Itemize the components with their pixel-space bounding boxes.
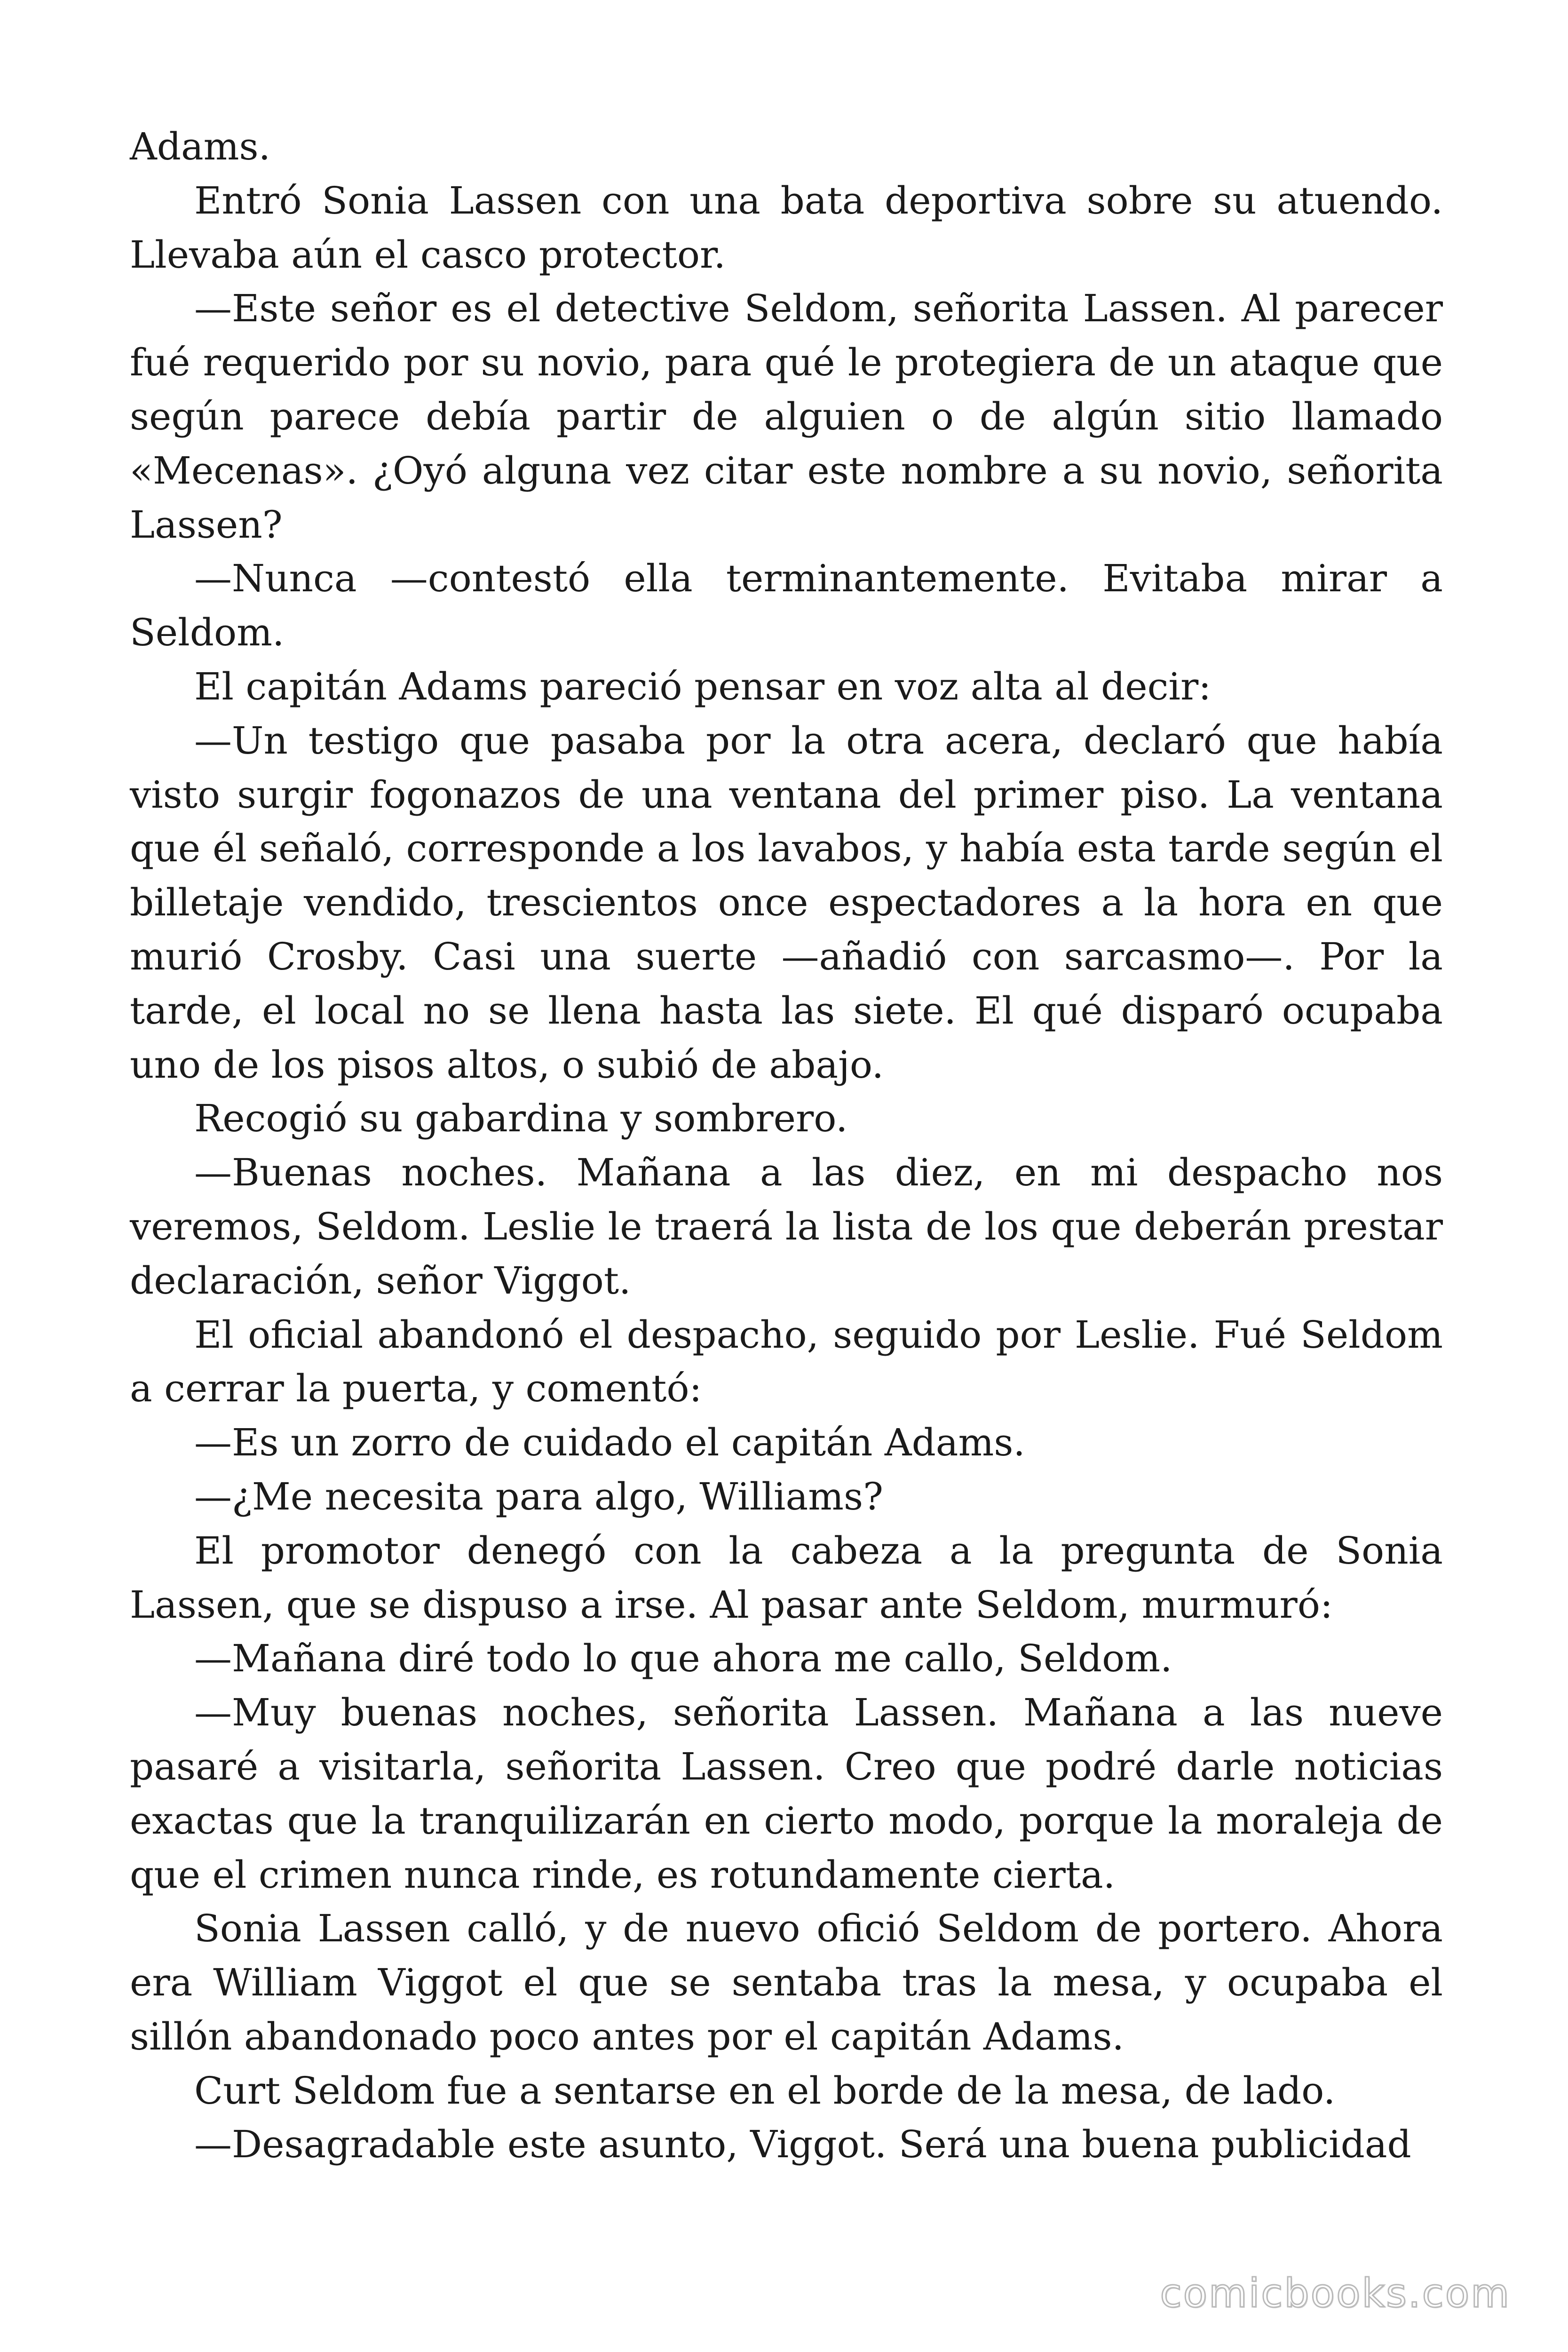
paragraph: —Mañana diré todo lo que ahora me callo, Seldom.: [194, 1637, 1172, 1681]
paragraph: —Nunca —contestó ella terminantemente. Evitaba mirar a Seldom.: [130, 556, 1443, 655]
watermark: comicbooks.com: [1160, 2270, 1511, 2316]
paragraph: Sonia Lassen calló, y de nuevo ofició Seldom de portero. Ahora era William Viggot el que se sentaba tras la mesa, y ocupaba el sillón abandonado poco antes por el capitán Adams.: [130, 1907, 1443, 2058]
paragraph: Curt Seldom fue a sentarse en el borde de la mesa, de lado.: [194, 2068, 1336, 2113]
paragraph: —Buenas noches. Mañana a las diez, en mi despacho nos veremos, Seldom. Leslie le traerá la lista de los que deberán prestar declaración, señor Viggot.: [130, 1151, 1443, 1303]
paragraph: Adams.: [130, 125, 271, 168]
paragraph: Entró Sonia Lassen con una bata deportiva sobre su atuendo. Llevaba aún el casco protector.: [130, 178, 1443, 277]
body-text: [130, 120, 1443, 2172]
paragraph: —Es un zorro de cuidado el capitán Adams.: [194, 1421, 1025, 1465]
paragraph: —¿Me necesita para algo, Williams?: [194, 1474, 883, 1518]
paragraph: El promotor denegó con la cabeza a la pregunta de Sonia Lassen, que se dispuso a irse. Al pasar ante Seldom, murmuró:: [130, 1528, 1443, 1627]
paragraph: —Un testigo que pasaba por la otra acera, declaró que había visto surgir fogonazos de una ventana del primer piso. La ventana que él señaló, corresponde a los lavabos, y había esta tarde según el billetaje vendido, trescientos once espectadores a la hora en que murió Crosby. Casi una suerte —añadió con sarcasmo—. Por la tarde, el local no se llena hasta las siete. El qué disparó ocupaba uno de los pisos altos, o subió de abajo.: [130, 718, 1443, 1087]
paragraph: —Este señor es el detective Seldom, señorita Lassen. Al parecer fué requerido por su novio, para qué le protegiera de un ataque que según parece debía partir de alguien o de algún sitio llamado «Mecenas». ¿Oyó alguna vez citar este nombre a su novio, señorita Lassen?: [130, 286, 1443, 547]
paragraph: Recogió su gabardina y sombrero.: [194, 1097, 848, 1141]
paragraph: —Muy buenas noches, señorita Lassen. Mañana a las nueve pasaré a visitarla, señorita Lassen. Creo que podré darle noticias exactas que la tranquilizarán en cierto modo, porque la moraleja de que el crimen nunca rinde, es rotundamente cierta.: [130, 1691, 1443, 1897]
paragraph: El capitán Adams pareció pensar en voz alta al decir:: [194, 664, 1212, 708]
paragraph: El oficial abandonó el despacho, seguido por Leslie. Fué Seldom a cerrar la puerta, y comentó:: [130, 1312, 1443, 1411]
paragraph: —Desagradable este asunto, Viggot. Será una buena publicidad: [194, 2122, 1411, 2167]
